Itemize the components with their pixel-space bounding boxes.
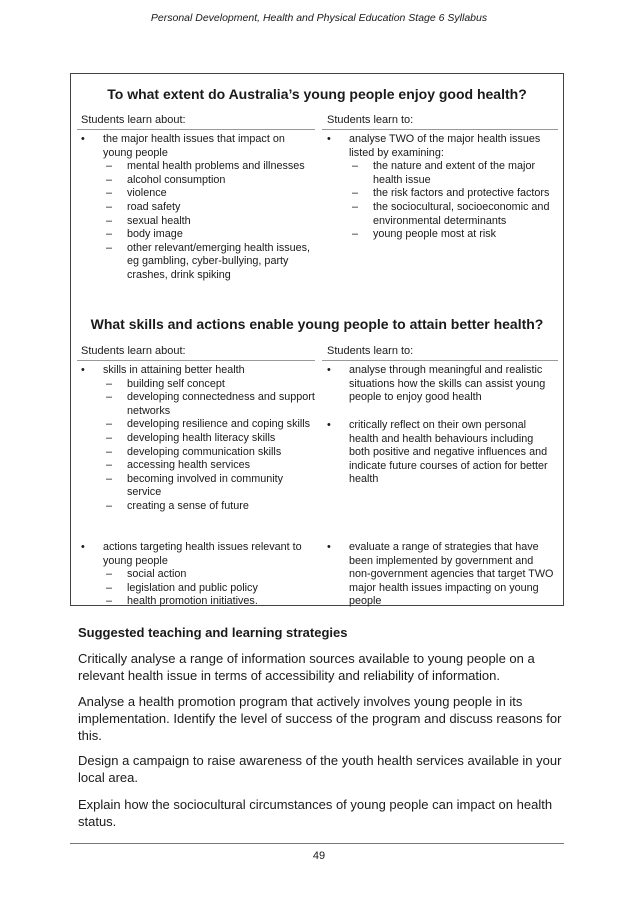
dash-icon: –: [106, 595, 113, 608]
list-item: – becoming involved in community service: [106, 472, 284, 499]
dash-icon: –: [352, 160, 359, 173]
bullet-icon: •: [327, 364, 331, 376]
section2-learn-to-list: [327, 364, 557, 405]
dash-icon: –: [106, 228, 113, 241]
strategy-paragraph: Critically analyse a range of information sources available to young people on a relevant health issue in terms of accessibility and reliability of information.: [78, 651, 535, 683]
dash-icon: –: [106, 377, 113, 390]
list-item: • analyse TWO of the major health issues listed by examining:: [327, 133, 541, 159]
list-item: – social action: [106, 568, 187, 581]
section1-title: To what extent do Australia’s young people enjoy good health?: [107, 86, 527, 102]
list-item: – developing health literacy skills: [106, 431, 276, 444]
list-item: – the nature and extent of the major health issue: [352, 160, 536, 186]
strategy-paragraph: Explain how the sociocultural circumstances of young people can impact on health status.: [78, 797, 553, 829]
list-item: • analyse through meaningful and realistic situations how the skills can assist young people to enjoy good health: [327, 364, 546, 404]
section2-title: What skills and actions enable young people to attain better health?: [90, 316, 544, 332]
section1-learn-about-heading: Students learn about:: [81, 114, 186, 126]
section2-learn-to-heading: Students learn to:: [327, 345, 414, 357]
list-item: – developing connectedness and support networks: [106, 391, 315, 417]
list-item: – road safety: [106, 200, 181, 213]
dash-icon: –: [106, 581, 113, 594]
list-item: – legislation and public policy: [106, 581, 258, 594]
list-item: – mental health problems and illnesses: [106, 160, 305, 173]
dash-icon: –: [106, 418, 113, 431]
footer-rule: [70, 843, 564, 844]
section2-learn-about-list: [81, 364, 317, 514]
list-item: – health promotion initiatives.: [106, 595, 258, 608]
list-item: • skills in attaining better health: [81, 364, 245, 376]
section2-learn-to-list-2: [327, 419, 557, 487]
dash-icon: –: [106, 173, 113, 186]
bullet-icon: •: [327, 541, 331, 553]
list-item: – other relevant/emerging health issues, eg gambling, cyber-bullying, party crashes, drink spiking: [106, 241, 311, 281]
list-item: • actions targeting health issues relevant to young people: [81, 541, 302, 567]
list-item: – developing resilience and coping skills: [106, 418, 311, 431]
list-item: – creating a sense of future: [106, 499, 249, 512]
dash-icon: –: [106, 431, 113, 444]
bullet-icon: •: [327, 419, 331, 431]
bullet-icon: •: [81, 133, 85, 145]
list-item: – developing communication skills: [106, 445, 282, 458]
dash-icon: –: [106, 568, 113, 581]
dash-icon: –: [352, 187, 359, 200]
list-item: – alcohol consumption: [106, 173, 226, 186]
list-item: – violence: [106, 187, 167, 200]
dash-icon: –: [106, 214, 113, 227]
list-item: – the sociocultural, socioeconomic and environmental determinants: [352, 200, 550, 227]
dash-icon: –: [106, 200, 113, 213]
list-item: – building self concept: [106, 377, 225, 390]
running-header: Personal Development, Health and Physical Education Stage 6 Syllabus: [150, 12, 488, 24]
dash-icon: –: [106, 187, 113, 200]
dash-icon: –: [352, 228, 359, 241]
section2-learn-to-list-3: [327, 541, 557, 609]
dash-icon: –: [352, 200, 359, 213]
strategies-heading: Suggested teaching and learning strategies: [78, 625, 348, 640]
strategy-paragraph: Design a campaign to raise awareness of the youth health services available in your local area.: [78, 753, 562, 785]
list-item: – the risk factors and protective factors: [352, 187, 550, 200]
dash-icon: –: [106, 459, 113, 472]
strategy-paragraph: Analyse a health promotion program that actively involves young people in its implementation. Identify the level of success of the program and discuss reasons for this.: [78, 694, 562, 743]
bullet-icon: •: [81, 364, 85, 376]
section1-learn-to-list: [327, 133, 557, 242]
list-item: • evaluate a range of strategies that have been implemented by government and non-government agencies that target TWO major health issues impacting on young people: [327, 541, 554, 608]
list-item: – body image: [106, 228, 183, 241]
dash-icon: –: [106, 241, 113, 254]
content-table: [70, 73, 564, 606]
dash-icon: –: [106, 445, 113, 458]
list-item: – accessing health services: [106, 459, 251, 472]
bullet-icon: •: [81, 541, 85, 553]
dash-icon: –: [106, 472, 113, 485]
divider: [322, 360, 558, 361]
bullet-icon: •: [327, 133, 331, 145]
section2-learn-about-list-2: [81, 541, 317, 609]
list-item: – sexual health: [106, 214, 191, 227]
section1-learn-to-heading: Students learn to:: [327, 114, 414, 126]
list-item: – young people most at risk: [352, 228, 497, 241]
list-item: • the major health issues that impact on young people: [81, 133, 285, 159]
divider: [77, 129, 315, 130]
page-number: 49: [312, 850, 326, 862]
list-item: • critically reflect on their own personal health and health behaviours including both positive and negative influences and indicate future courses of action for better health: [327, 419, 548, 486]
dash-icon: –: [106, 391, 113, 404]
section1-learn-about-list: [81, 133, 317, 283]
divider: [77, 360, 315, 361]
section2-learn-about-heading: Students learn about:: [81, 345, 186, 357]
dash-icon: –: [106, 160, 113, 173]
dash-icon: –: [106, 499, 113, 512]
divider: [322, 129, 558, 130]
